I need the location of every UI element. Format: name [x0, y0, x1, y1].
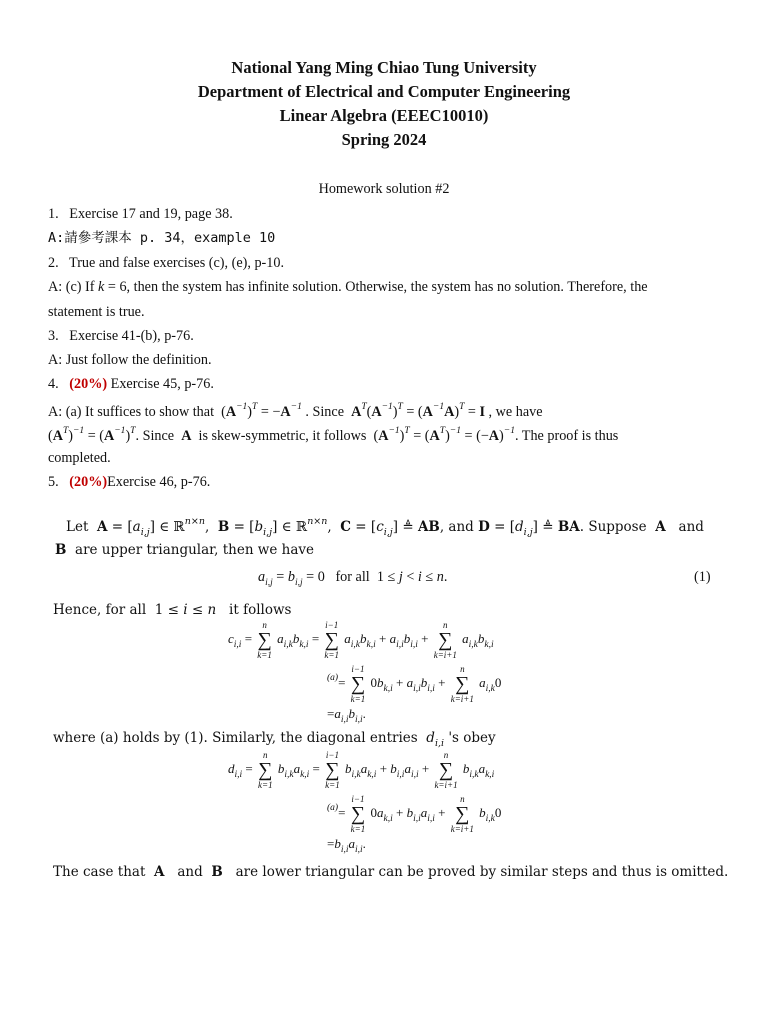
question-5	[48, 473, 210, 491]
proof-text: Hence, for all	[53, 602, 147, 618]
math-expression: $B = [b_{i,j}]$ ∈ ℝ$^{n\times n}$	[217, 516, 328, 538]
equation-c-line-1: $c_{i,i}$ = n ∑ k=1 $a_{i,k}b_{k,i}$ = i−1 ∑ k=1 $a_{i,k}b_{k,i} + a_{i,i}b_{i,i}$ + n ∑ k=i+1 $a_{i,k}b_{k,i}$	[228, 620, 494, 660]
question-number: 5.	[48, 474, 59, 490]
question-4	[48, 375, 214, 393]
equation-d-line-2: $^{(a)}$= i−1 ∑ k=1 $0a_{k,i} + b_{i,i}a_{i,i}$ + n ∑ k=i+1 $b_{i,k}0$	[327, 794, 502, 834]
proof-line-where: where (a) holds by (1). Similarly, the diagonal entries $d_{i,i}$ 's obey	[53, 730, 496, 749]
math-symbol: A	[153, 864, 165, 880]
proof-text: and	[448, 519, 474, 535]
question-text: Exercise 45, p-76.	[107, 376, 214, 392]
proof-text: for all	[335, 569, 370, 585]
math-symbol: A	[655, 519, 666, 535]
department-title: Department of Electrical and Computer Engineering	[197, 82, 571, 101]
proof-line-hence: Hence, for all 1 ≤ i ≤ n it follows	[53, 602, 292, 618]
answer-text: . The proof is thus	[514, 428, 619, 444]
question-text: Exercise 41-(b), p-76.	[69, 328, 194, 344]
percent-badge: (20%)	[69, 474, 108, 490]
question-text: Exercise 17 and 19, page 38.	[69, 206, 233, 222]
equation-number: (1)	[694, 569, 711, 585]
document-title: Homework solution #2	[318, 181, 450, 197]
equation-d-line-1: $d_{i,i}$ = n ∑ k=1 $b_{i,k}a_{k,i}$ = i−1 ∑ k=1 $b_{i,k}a_{k,i} + b_{i,i}a_{i,i}$ + n ∑ k=i+1 $b_{i,k}a_{k,i}$	[228, 750, 495, 790]
answer-text: is skew-symmetric, it follows	[198, 428, 367, 444]
answer-text: , we have	[488, 404, 543, 420]
math-expression: $C = [c_{i,j}]$ ≜ AB	[340, 519, 440, 538]
question-1	[48, 205, 233, 223]
proof-text: are lower triangular can be proved by similar steps and thus is omitted.	[235, 864, 729, 880]
question-text: Exercise 46, p-76.	[107, 474, 211, 490]
proof-text: . Suppose	[579, 519, 647, 535]
math-expression: $D = [d_{i,j}]$ ≜ BA	[478, 519, 580, 538]
question-text: True and false exercises (c), (e), p-10.	[69, 255, 284, 271]
answer-1: A:請參考課本 p. 34，example 10	[48, 230, 276, 246]
equation-1: $a_{i,j} = b_{i,j} = 0$ for all 1 ≤ j < i ≤ n.	[258, 569, 448, 588]
math-expression: = 6	[107, 279, 127, 295]
answer-2	[48, 278, 720, 296]
question-number: 2.	[48, 255, 59, 271]
math-expression: $(A^{-1})^T = (A^T)^{-1} = (-A)^{-1}$	[373, 426, 515, 444]
math-expression: $(A^T)^{-1} = (A^{-1})^T$	[48, 426, 136, 444]
proof-text: it follows	[229, 602, 292, 618]
proof-text: The case that	[53, 864, 146, 880]
answer-4-line-2	[48, 422, 618, 445]
proof-text: are upper triangular, then we have	[75, 542, 314, 558]
proof-line-let: Let $A = [a_{i,j}]$ ∈ ℝ$^{n\times n}$, $B = [b_{i,j}]$ ∈ ℝ$^{n\times n}$, $C = [c_{i,j}]$ ≜ AB, and $D = [d_{i,j}]$ ≜ BA. Suppose A and	[66, 516, 704, 538]
proof-text: and	[177, 864, 203, 880]
answer-text: A: (a) It suffices to show that	[48, 404, 215, 420]
math-variable: k	[98, 279, 105, 295]
term-title: Spring 2024	[341, 130, 427, 149]
math-expression: $A^T(A^{-1})^T = (A^{-1}A)^T = I$	[351, 402, 485, 420]
answer-3: A: Just follow the definition.	[48, 352, 212, 368]
question-2	[48, 254, 284, 272]
equation-c-line-3: $=a_{i,i}b_{i,i}$.	[327, 706, 366, 725]
course-title: Linear Algebra (EEEC10010)	[279, 106, 489, 125]
math-symbol: B	[55, 542, 67, 558]
math-symbol: B	[211, 864, 223, 880]
question-number: 3.	[48, 328, 59, 344]
question-number: 4.	[48, 376, 59, 392]
percent-badge: (20%)	[69, 376, 108, 392]
answer-text: . Since	[305, 404, 344, 420]
math-expression: $(A^{-1})^T = -A^{-1}$	[221, 402, 302, 420]
equation-c-line-2: $^{(a)}$= i−1 ∑ k=1 $0b_{k,i} + a_{i,i}b_{i,i}$ + n ∑ k=i+1 $a_{i,k}0$	[327, 664, 502, 704]
university-title: National Yang Ming Chiao Tung University	[231, 58, 537, 77]
question-number: 1.	[48, 206, 59, 222]
proof-line-upper	[55, 541, 314, 559]
math-expression: $A = [a_{i,j}]$ ∈ ℝ$^{n\times n}$	[96, 516, 205, 538]
answer-2-continued: statement is true.	[48, 304, 145, 320]
proof-text: Let	[66, 519, 89, 535]
answer-text: A: (c) If	[48, 279, 95, 295]
proof-conclusion	[53, 863, 728, 881]
proof-text: and	[678, 519, 704, 535]
answer-4-line-1	[48, 398, 720, 421]
answer-text: , then the system has infinite solution. Otherwise, the system has no solution. Therefore, the	[126, 279, 648, 295]
question-3	[48, 327, 194, 345]
equation-d-line-3: $=b_{i,i}a_{i,i}$.	[327, 836, 366, 855]
proof-text: 's obey	[448, 730, 496, 746]
math-symbol: A	[181, 428, 192, 444]
answer-text: . Since	[135, 428, 175, 444]
answer-4-line-3: completed.	[48, 450, 111, 466]
proof-text: where (a) holds by (1). Similarly, the diagonal entries	[53, 730, 418, 746]
